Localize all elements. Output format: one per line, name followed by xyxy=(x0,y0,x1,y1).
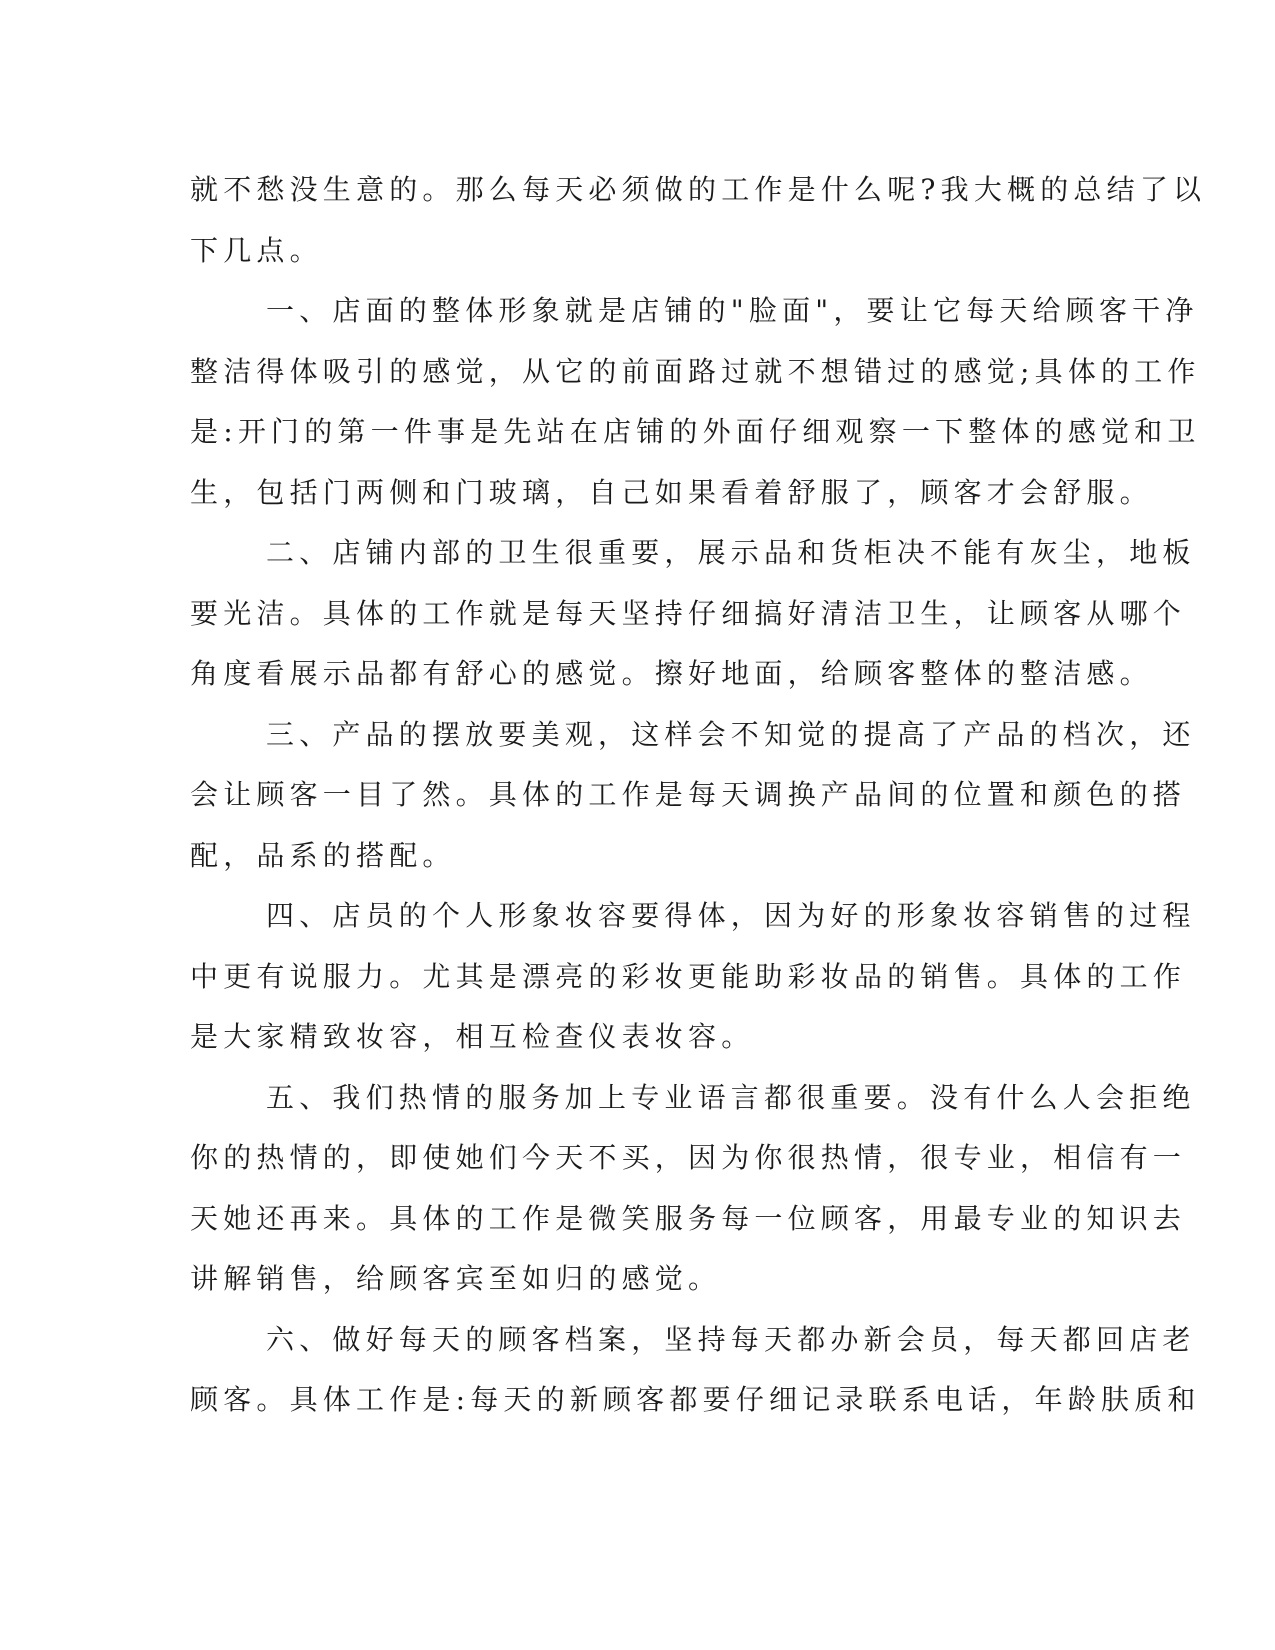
text-line: 配，品系的搭配。 xyxy=(190,838,456,872)
text-line: 会让顾客一目了然。具体的工作是每天调换产品间的位置和颜色的搭 xyxy=(190,778,1187,811)
text-line: 是:开门的第一件事是先站在店铺的外面仔细观察一下整体的感觉和卫 xyxy=(190,415,1201,448)
text-line: 二、店铺内部的卫生很重要，展示品和货柜决不能有灰尘，地板 xyxy=(266,536,1196,569)
text-line: 顾客。具体工作是:每天的新顾客都要仔细记录联系电话，年龄肤质和 xyxy=(190,1383,1201,1416)
text-line: 角度看展示品都有舒心的感觉。擦好地面，给顾客整体的整洁感。 xyxy=(190,657,1153,690)
document-body xyxy=(190,160,1207,1431)
paragraph-item-3 xyxy=(190,705,1196,887)
paragraph-item-2 xyxy=(190,523,1196,705)
text-line: 讲解销售，给顾客宾至如归的感觉。 xyxy=(190,1262,722,1295)
paragraph-item-4 xyxy=(190,886,1196,1068)
text-line: 是大家精致妆容，相互检查仪表妆容。 xyxy=(190,1020,755,1053)
text-line: 六、做好每天的顾客档案，坚持每天都办新会员，每天都回店老 xyxy=(266,1322,1196,1356)
text-line: 天她还再来。具体的工作是微笑服务每一位顾客，用最专业的知识去 xyxy=(190,1201,1187,1235)
text-line: 生，包括门两侧和门玻璃，自己如果看着舒服了，顾客才会舒服。 xyxy=(190,475,1153,509)
text-line: 中更有说服力。尤其是漂亮的彩妆更能助彩妆品的销售。具体的工作 xyxy=(190,959,1187,993)
paragraph-item-6 xyxy=(190,1310,1201,1431)
text-line: 就不愁没生意的。那么每天必须做的工作是什么呢?我大概的总结了以 xyxy=(190,173,1207,206)
text-line: 四、店员的个人形象妆容要得体，因为好的形象妆容销售的过程 xyxy=(266,899,1196,932)
text-line: 三、产品的摆放要美观，这样会不知觉的提高了产品的档次，还 xyxy=(266,717,1196,751)
paragraph-item-5 xyxy=(190,1068,1196,1310)
paragraph-intro xyxy=(190,160,1207,281)
paragraph-item-1 xyxy=(190,281,1201,523)
text-line: 下几点。 xyxy=(190,233,323,267)
text-line: 你的热情的，即使她们今天不买，因为你很热情，很专业，相信有一 xyxy=(190,1141,1187,1174)
text-line: 整洁得体吸引的感觉，从它的前面路过就不想错过的感觉;具体的工作 xyxy=(190,354,1201,388)
text-line: 一、店面的整体形象就是店铺的"脸面"，要让它每天给顾客干净 xyxy=(266,294,1199,327)
text-line: 要光洁。具体的工作就是每天坚持仔细搞好清洁卫生，让顾客从哪个 xyxy=(190,596,1187,630)
text-line: 五、我们热情的服务加上专业语言都很重要。没有什么人会拒绝 xyxy=(266,1080,1196,1114)
